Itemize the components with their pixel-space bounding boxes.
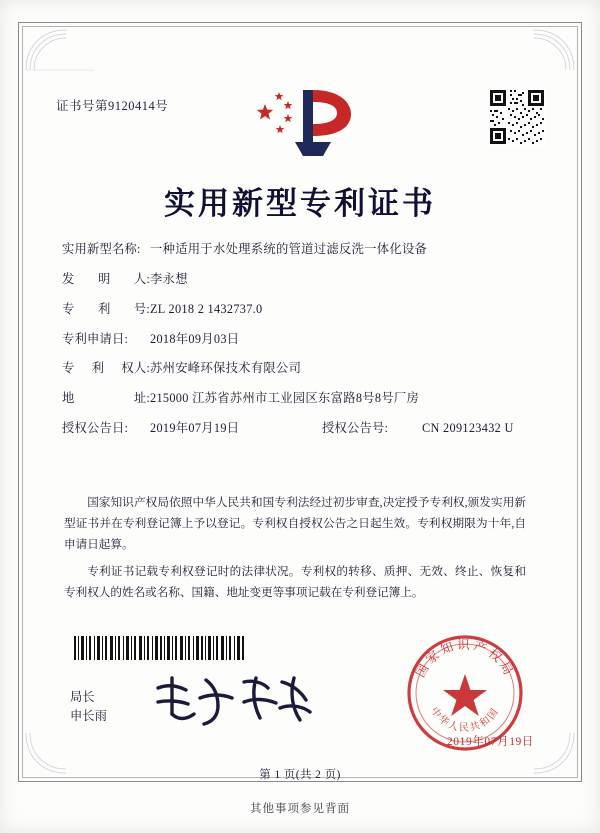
svg-text:国家知识产权局: 国家知识产权局	[413, 638, 517, 680]
field-label	[62, 361, 150, 376]
corner-ornament-top-right	[506, 28, 576, 72]
field-row-patentee	[62, 361, 532, 376]
field-row-grant-announcement	[62, 421, 532, 436]
qr-code-icon	[488, 88, 546, 146]
paragraph-1: 国家知识产权局依照中华人民共和国专利法经过初步审查,决定授予专利权,颁发实用新型证书并在专利登记簿上予以登记。专利权自授权公告之日起生效。专利权期限为十年,自申请日起算。	[64, 496, 526, 552]
field-row-address	[62, 391, 532, 406]
field-row-utility-model-name	[62, 242, 532, 257]
field-row-inventor	[62, 272, 532, 287]
seal-date: 2019年07月19日	[446, 736, 534, 748]
field-label-part-1: 地	[62, 391, 75, 406]
signer-role: 局长	[70, 690, 95, 704]
field-value: 215000 江苏省苏州市工业园区东富路8号8号厂房	[150, 391, 420, 406]
page-title: 实用新型专利证书	[164, 186, 436, 221]
paragraph-2: 专利证书记载专利权登记时的法律状况。专利权的转移、质押、无效、终止、恢复和专利权人的姓名或名称、国籍、地址变更等事项记载在专利登记簿上。	[64, 565, 526, 600]
field-label-part-2: 明	[97, 271, 111, 286]
field-label-part-3: 权人:	[121, 361, 150, 376]
barcode-icon	[74, 636, 246, 660]
field-label-part-1: 专	[62, 301, 75, 316]
field-label	[62, 391, 150, 406]
field-row-application-date	[62, 332, 532, 347]
field-label: 授权公告日:	[62, 421, 129, 436]
legal-body-text	[64, 492, 526, 609]
field-label	[62, 272, 150, 287]
china-national-emblem-patent-logo-icon	[247, 84, 355, 162]
certificate-fields	[62, 242, 532, 451]
field-label-part-2: 利	[97, 301, 111, 316]
field-value: 2019年07月19日	[150, 421, 240, 436]
field-value: 苏州安峰环保技术有限公司	[150, 361, 302, 376]
field-label: 实用新型名称:	[62, 242, 141, 256]
handwritten-signature-icon	[148, 668, 318, 730]
field-value: 一种适用于水处理系统的管道过滤反洗一体化设备	[150, 242, 428, 256]
field-row-patent-number	[62, 302, 532, 317]
svg-text:中华人民共和国: 中华人民共和国	[428, 705, 502, 734]
page-footer-info: 第 1 页(共 2 页)	[259, 769, 341, 781]
signer-name: 申长雨	[70, 709, 107, 724]
field-label-part-3: 址:	[133, 391, 150, 406]
back-side-note: 其他事项参见背面	[250, 803, 350, 815]
field-sub-value: CN 209123432 U	[422, 421, 514, 436]
corner-ornament-top-left	[24, 28, 94, 72]
field-label	[62, 302, 150, 317]
field-label: 专利申请日:	[62, 331, 129, 346]
field-value: 2018年09月03日	[150, 331, 240, 346]
field-label-part-1: 专	[62, 361, 75, 376]
field-label-part-3: 人:	[133, 271, 150, 286]
field-label-part-3: 号:	[133, 301, 150, 316]
field-label-part-2: 利	[91, 361, 105, 376]
field-value: ZL 2018 2 1432737.0	[150, 301, 263, 316]
field-sub-label: 授权公告号:	[322, 421, 389, 436]
signer-block	[70, 688, 107, 726]
field-value: 李永想	[150, 271, 188, 286]
field-label-part-1: 发	[62, 271, 75, 286]
certificate-number: 证书号第9120414号	[56, 99, 169, 113]
